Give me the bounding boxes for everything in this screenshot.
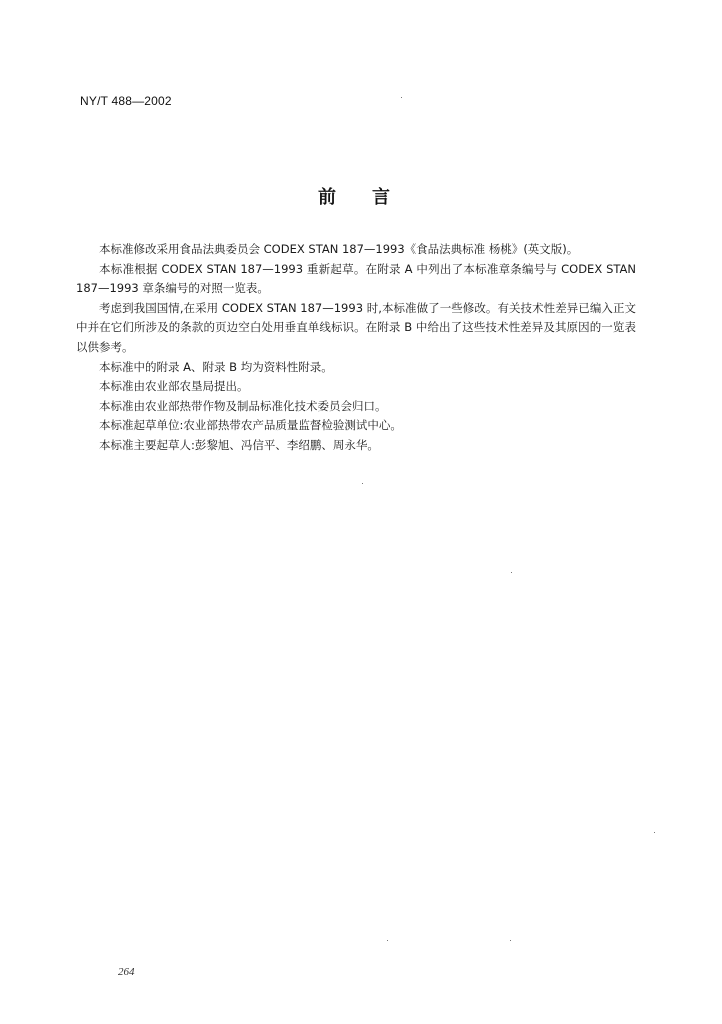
paragraph-redrafting: 本标准根据 CODEX STAN 187—1993 重新起草。在附录 A 中列出了本标准章条编号与 CODEX STAN 187—1993 章条编号的对照一览表。 bbox=[76, 261, 636, 296]
scan-speck bbox=[362, 483, 363, 484]
scan-speck bbox=[387, 940, 388, 941]
paragraph-proposer: 本标准由农业部农垦局提出。 bbox=[99, 379, 249, 394]
paragraph-modifications: 考虑到我国国情,在采用 CODEX STAN 187—1993 时,本标准做了一些修改。有关技术性差异已编入正文中并在它们所涉及的条款的页边空白处用垂直单线标识。在附录 B 中给出了这些技术性差异及其原因的一览表以供参考。 bbox=[76, 300, 636, 354]
page-title: 前言 bbox=[318, 187, 426, 208]
page-number: 264 bbox=[118, 966, 135, 978]
scan-speck bbox=[654, 832, 655, 833]
foreword-body bbox=[76, 240, 636, 456]
scan-speck bbox=[401, 97, 402, 98]
scan-speck bbox=[510, 940, 511, 941]
paragraph-committee: 本标准由农业部热带作物及制品标准化技术委员会归口。 bbox=[99, 398, 387, 413]
scan-speck bbox=[511, 572, 512, 573]
paragraph-annexes: 本标准中的附录 A、附录 B 均为资料性附录。 bbox=[99, 359, 333, 374]
standard-code: NY/T 488—2002 bbox=[80, 94, 172, 108]
paragraph-drafting-unit: 本标准起草单位:农业部热带农产品质量监督检验测试中心。 bbox=[99, 418, 402, 433]
paragraph-drafters: 本标准主要起草人:彭黎旭、冯信平、李绍鹏、周永华。 bbox=[99, 437, 379, 452]
paragraph-adoption: 本标准修改采用食品法典委员会 CODEX STAN 187—1993《食品法典标准 杨桃》(英文版)。 bbox=[99, 242, 579, 256]
